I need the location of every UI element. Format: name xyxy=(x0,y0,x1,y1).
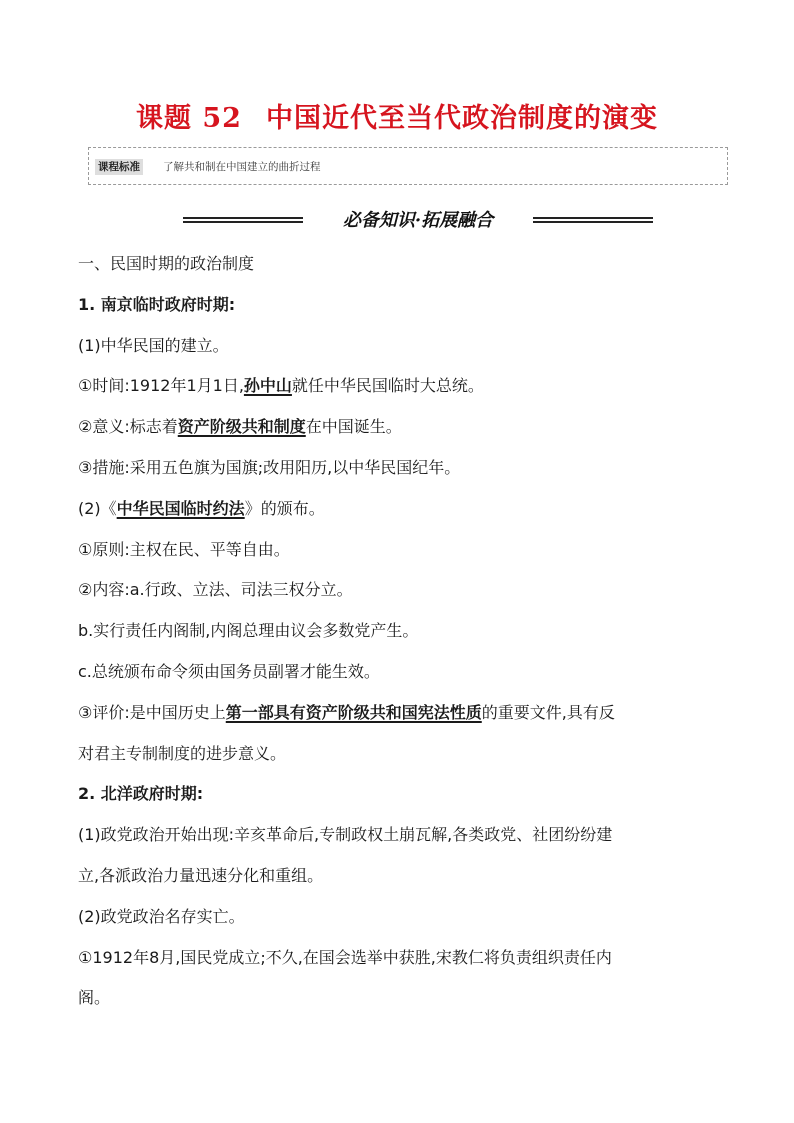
text-segment: ①时间:1912年1月1日, xyxy=(78,376,244,396)
text-segment: 2. 北洋政府时期: xyxy=(78,784,204,804)
text-segment: (1)政党政治开始出现:辛亥革命后,专制政权土崩瓦解,各类政党、社团纷纷建 xyxy=(78,825,613,845)
text-line xyxy=(78,821,728,862)
text-segment: 立,各派政治力量迅速分化和重组。 xyxy=(78,865,324,885)
text-line xyxy=(78,495,728,536)
text-line xyxy=(78,944,728,985)
key-term: 中华民国临时约法 xyxy=(116,498,245,518)
text-line xyxy=(78,699,728,740)
text-line xyxy=(78,413,728,454)
text-segment: (2)政党政治名存实亡。 xyxy=(78,906,245,926)
text-line xyxy=(78,984,728,1025)
text-segment: b.实行责任内阁制,内阁总理由议会多数党产生。 xyxy=(78,621,419,641)
text-line xyxy=(78,740,728,781)
text-line xyxy=(78,576,728,617)
text-line xyxy=(78,332,728,373)
curriculum-standard-box xyxy=(88,147,728,185)
text-line xyxy=(78,617,728,658)
text-segment: 在中国诞生。 xyxy=(305,417,402,437)
page-title xyxy=(0,96,794,135)
curriculum-standard-text: 了解共和制在中国建立的曲折过程 xyxy=(163,161,321,173)
curriculum-standard-tag: 课程标准 xyxy=(95,159,143,175)
banner-text: 必备知识·拓展融合 xyxy=(342,210,494,231)
body-text xyxy=(78,250,728,1025)
text-segment: 1. 南京临时政府时期: xyxy=(78,294,236,314)
banner-rule-left xyxy=(183,217,303,225)
text-segment: ①1912年8月,国民党成立;不久,在国会选举中获胜,宋教仁将负责组织责任内 xyxy=(78,947,612,967)
section-banner xyxy=(183,208,653,234)
key-term: 孙中山 xyxy=(243,376,292,396)
key-term: 资产阶级共和制度 xyxy=(177,417,306,437)
text-segment: c.总统颁布命令须由国务员副署才能生效。 xyxy=(78,661,380,681)
text-segment: (1)中华民国的建立。 xyxy=(78,335,229,355)
title-prefix: 课题 52 xyxy=(136,103,242,134)
text-segment: 对君主专制制度的进步意义。 xyxy=(78,743,287,763)
text-segment: 》的颁布。 xyxy=(244,498,325,518)
text-segment: 的重要文件,具有反 xyxy=(481,702,615,722)
text-line xyxy=(78,903,728,944)
text-segment: ③评价:是中国历史上 xyxy=(78,702,226,722)
text-segment: ③措施:采用五色旗为国旗;改用阳历,以中华民国纪年。 xyxy=(78,457,461,477)
text-segment: (2)《 xyxy=(78,498,117,518)
text-segment: 就任中华民国临时大总统。 xyxy=(291,376,484,396)
text-segment: ①原则:主权在民、平等自由。 xyxy=(78,539,290,559)
banner-rule-right xyxy=(533,217,653,225)
text-segment: ②内容:a.行政、立法、司法三权分立。 xyxy=(78,580,353,600)
text-line xyxy=(78,780,728,821)
text-line xyxy=(78,372,728,413)
key-term: 第一部具有资产阶级共和国宪法性质 xyxy=(225,702,482,722)
text-segment: 阁。 xyxy=(78,988,111,1008)
title-main: 中国近代至当代政治制度的演变 xyxy=(265,103,658,134)
text-line xyxy=(78,454,728,495)
text-segment: ②意义:标志着 xyxy=(78,417,178,437)
text-line xyxy=(78,862,728,903)
text-line xyxy=(78,658,728,699)
text-segment: 一、民国时期的政治制度 xyxy=(78,254,255,273)
text-line xyxy=(78,250,728,291)
text-line xyxy=(78,291,728,332)
text-line xyxy=(78,536,728,577)
